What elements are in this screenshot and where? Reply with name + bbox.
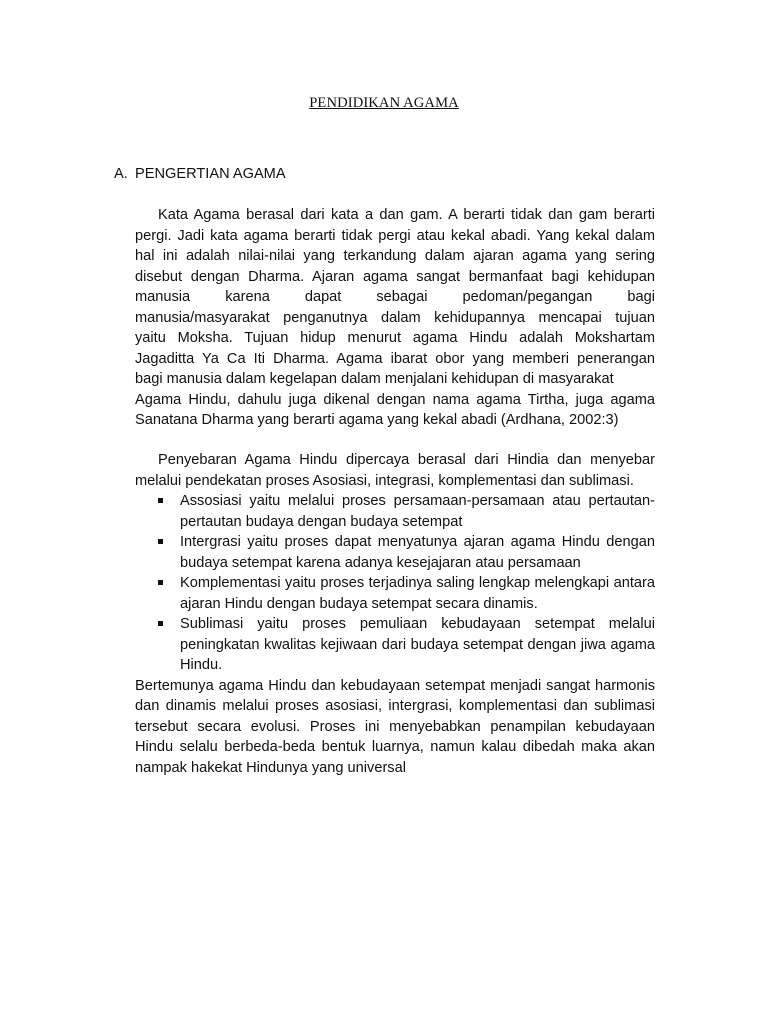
paragraph-line: Jagaditta Ya Ca Iti Dharma. Agama ibarat obor yang memberi penerangan xyxy=(135,350,655,367)
paragraph-penyebaran xyxy=(135,450,655,778)
paragraph-line: manusia/masyarakat penganutnya dalam kehidupannya mencapai tujuan xyxy=(135,309,655,326)
paragraph-line: disebut dengan Dharma. Ajaran agama sangat bermanfaat bagi kehidupan xyxy=(135,268,655,285)
list-item xyxy=(135,532,655,573)
list-item-text: Assosiasi yaitu melalui proses persamaan-persamaan atau pertautan-pertautan budaya dengan budaya setempat xyxy=(180,493,655,530)
section-marker: A. xyxy=(114,166,128,182)
section-heading-text: PENGERTIAN AGAMA xyxy=(135,166,286,182)
section-heading xyxy=(114,164,286,185)
document-title: PENDIDIKAN AGAMA xyxy=(309,95,459,111)
square-bullet-icon xyxy=(158,498,163,503)
paragraph-line: bagi manusia dalam kegelapan dalam menjalani kehidupan di masyarakat xyxy=(135,371,614,387)
list-item-text: Komplementasi yaitu proses terjadinya saling lengkap melengkapi antara ajaran Hindu dengan budaya setempat secara dinamis. xyxy=(180,575,655,612)
paragraph-line: Sanatana Dharma yang berarti agama yang kekal abadi (Ardhana, 2002:3) xyxy=(135,412,619,428)
paragraph-line: hal ini adalah nilai-nilai yang terkandung dalam ajaran agama yang sering xyxy=(135,248,655,264)
paragraph-bertemunya: Bertemunya agama Hindu dan kebudayaan setempat menjadi sangat harmonis dan dinamis melalui proses asosiasi, intergrasi, komplementasi dan sublimasi tersebut secara evolusi. Proses ini menyebabkan penampilan kebudayaan Hindu selalu berbeda-beda bentuk luarnya, namun kalau dibedah maka akan nampak hakekat Hindunya yang universal xyxy=(135,677,655,776)
paragraph-line: Agama Hindu, dahulu juga dikenal dengan nama agama Tirtha, juga agama xyxy=(135,391,655,408)
paragraph-line: pergi. Jadi kata agama berarti tidak pergi atau kekal abadi. Yang kekal dalam xyxy=(135,227,655,244)
paragraph-line: yaitu Moksha. Tujuan hidup menurut agama Hindu adalah Mokshartam xyxy=(135,330,655,346)
square-bullet-icon xyxy=(158,621,163,626)
list-item xyxy=(135,573,655,614)
paragraph-line: melalui pendekatan proses Asosiasi, integrasi, komplementasi dan sublimasi. xyxy=(135,472,634,489)
paragraph-line: Kata Agama berasal dari kata a dan gam. A berarti tidak dan gam berarti xyxy=(158,207,655,223)
paragraph-line: manusia karena dapat sebagai pedoman/pegangan bagi xyxy=(135,289,655,305)
paragraph-line: Penyebaran Agama Hindu dipercaya berasal dari Hindia dan menyebar xyxy=(158,452,655,468)
list-item xyxy=(135,614,655,676)
paragraph-pengertian xyxy=(135,205,655,431)
list-item xyxy=(135,491,655,532)
square-bullet-icon xyxy=(158,539,163,544)
list-item-text: Intergrasi yaitu proses dapat menyatunya ajaran agama Hindu dengan budaya setempat karena adanya kesejajaran atau persamaan xyxy=(180,534,655,571)
list-item-text: Sublimasi yaitu proses pemuliaan kebudayaan setempat melalui peningkatan kwalitas kejiwaan dari budaya setempat dengan jiwa agama Hindu. xyxy=(180,616,655,673)
square-bullet-icon xyxy=(158,580,163,585)
bullet-list xyxy=(135,491,655,676)
